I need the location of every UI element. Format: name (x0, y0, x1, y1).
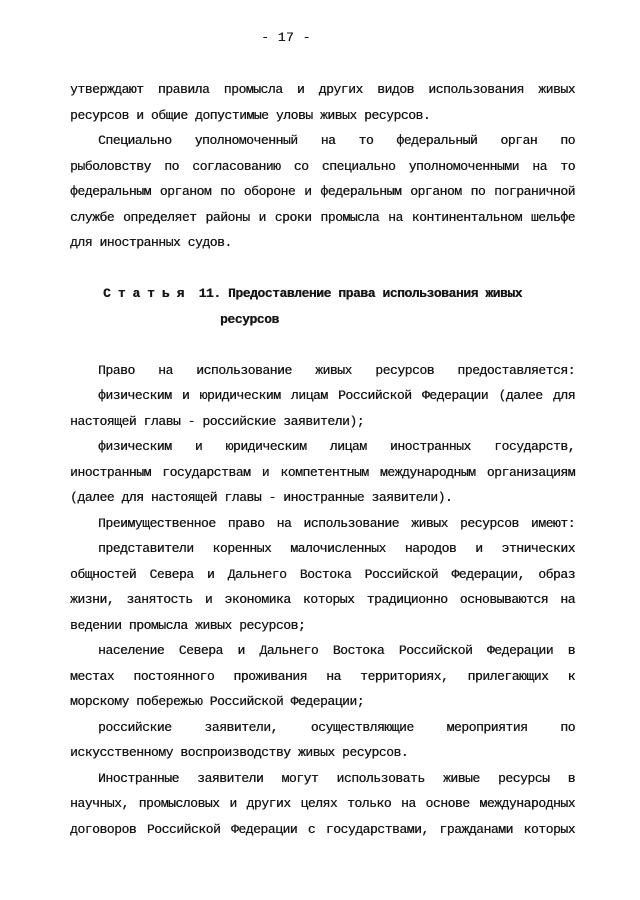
text-line: жизни, занятость и экономика которых традиционно основываются на (70, 592, 575, 607)
text-line: Специально уполномоченный на то федеральный орган по (98, 133, 575, 148)
text-line: Право на использование живых ресурсов предоставляется: (98, 362, 575, 378)
text-line: искусственному воспроизводству живых ресурсов. (70, 745, 409, 760)
text-line: морскому побережью Российской Федерации; (70, 694, 365, 709)
text-line: общностей Севера и Дальнего Востока Российской Федерации, образ (70, 566, 575, 582)
text-line: (далее для настоящей главы - иностранные заявители). (70, 490, 453, 505)
text-line: иностранным государствам и компетентным международным организациям (70, 464, 575, 480)
page-number: - 17 - (261, 30, 311, 45)
blank-line (70, 256, 575, 282)
text-line: местах постоянного проживания на территориях, прилегающих к (70, 668, 575, 684)
text-line: население Севера и Дальнего Востока Российской Федерации в (98, 643, 575, 658)
text-line: утверждают правила промысла и других видов использования живых (70, 82, 575, 97)
text-line: российские заявители, осуществляющие мероприятия по (98, 719, 575, 735)
text-line: службе определяет районы и сроки промысла на континентальном шельфе (70, 209, 575, 225)
article-heading-line: С т а т ь я 11. Предоставление права использования живых (103, 286, 523, 301)
blank-line (70, 332, 575, 358)
text-line: Иностранные заявители могут использовать живые ресурсы в (98, 770, 575, 786)
text-line: физическим и юридическим лицам Российской Федерации (далее для (98, 388, 575, 403)
text-line: научных, промысловых и других целях только на основе международных (70, 796, 575, 811)
text-line: физическим и юридическим лицам иностранных государств, (98, 439, 575, 454)
text-block (70, 77, 575, 842)
text-line: федеральным органом по обороне и федеральным органом по пограничной (70, 184, 575, 199)
article-heading-line: ресурсов (220, 311, 279, 327)
text-line: рыболовству по согласованию со специально уполномоченными на то (70, 158, 575, 174)
text-line: настоящей главы - российские заявители); (70, 413, 365, 429)
text-line: представители коренных малочисленных народов и этнических (98, 541, 575, 556)
text-line: ресурсов и общие допустимые уловы живых ресурсов. (70, 107, 431, 123)
text-line: договоров Российской Федерации с государствами, гражданами которых (70, 821, 575, 837)
text-line: для иностранных судов. (70, 235, 232, 250)
text-line: Преимущественное право на использование живых ресурсов имеют: (98, 515, 575, 531)
text-line: ведении промысла живых ресурсов; (70, 617, 306, 633)
